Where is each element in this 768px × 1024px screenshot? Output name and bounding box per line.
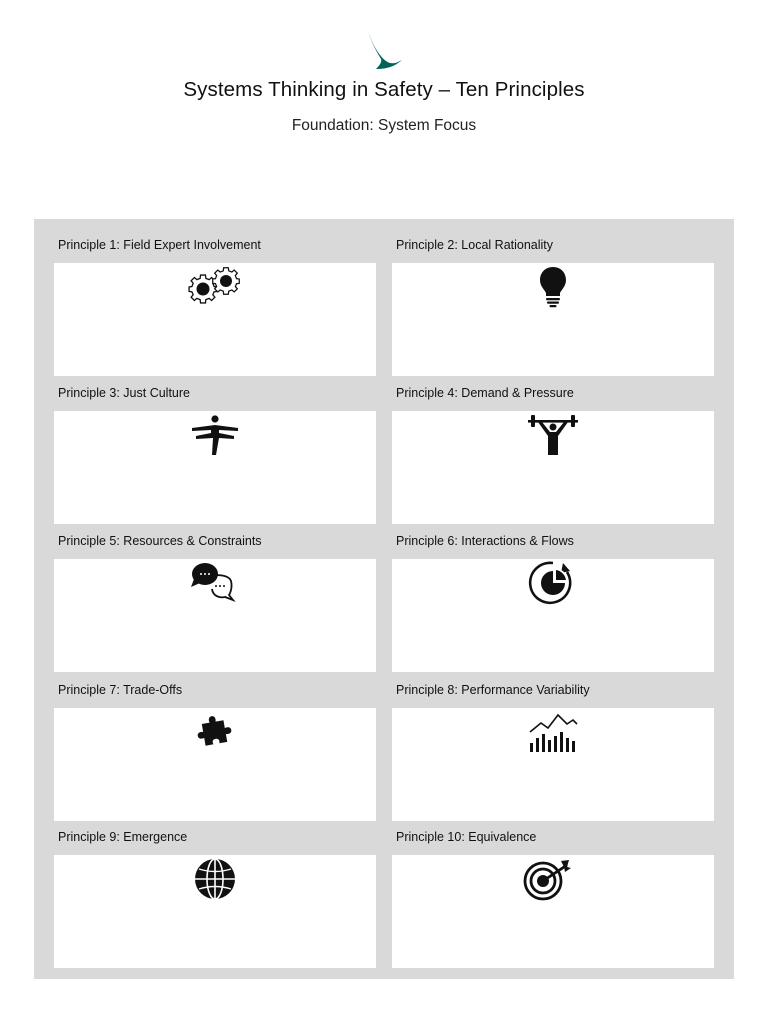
principle-box bbox=[54, 559, 376, 672]
principle-label: Principle 7: Trade-Offs bbox=[58, 683, 183, 697]
principle-label: Principle 1: Field Expert Involvement bbox=[58, 238, 261, 252]
cycle-pie-icon bbox=[523, 559, 583, 605]
puzzle-piece-icon bbox=[185, 708, 245, 754]
principle-label: Principle 8: Performance Variability bbox=[396, 683, 590, 697]
principle-box bbox=[392, 855, 714, 968]
page-title: Systems Thinking in Safety – Ten Principles bbox=[183, 78, 585, 101]
principle-box bbox=[54, 708, 376, 821]
bar-trend-icon bbox=[523, 708, 583, 754]
principle-box bbox=[392, 263, 714, 376]
principle-label: Principle 2: Local Rationality bbox=[396, 238, 554, 252]
principle-box bbox=[392, 708, 714, 821]
principle-box bbox=[392, 411, 714, 524]
principle-label: Principle 9: Emergence bbox=[58, 830, 188, 844]
principle-label: Principle 3: Just Culture bbox=[58, 386, 191, 400]
weightlifter-icon bbox=[523, 411, 583, 457]
principles-panel bbox=[34, 219, 734, 979]
principle-box bbox=[54, 855, 376, 968]
swallow-logo-icon bbox=[364, 29, 404, 71]
gears-icon bbox=[185, 263, 245, 309]
globe-icon bbox=[185, 855, 245, 901]
principle-label: Principle 10: Equivalence bbox=[396, 830, 537, 844]
target-arrow-icon bbox=[517, 855, 577, 901]
principle-box bbox=[54, 263, 376, 376]
principle-label: Principle 4: Demand & Pressure bbox=[396, 386, 574, 400]
page-subtitle: Foundation: System Focus bbox=[291, 117, 477, 134]
lightbulb-icon bbox=[523, 263, 583, 309]
principle-box bbox=[54, 411, 376, 524]
chat-bubbles-icon bbox=[185, 559, 245, 605]
principle-box bbox=[392, 559, 714, 672]
balance-person-icon bbox=[185, 411, 245, 457]
principle-label: Principle 5: Resources & Constraints bbox=[58, 534, 262, 548]
principle-label: Principle 6: Interactions & Flows bbox=[396, 534, 574, 548]
